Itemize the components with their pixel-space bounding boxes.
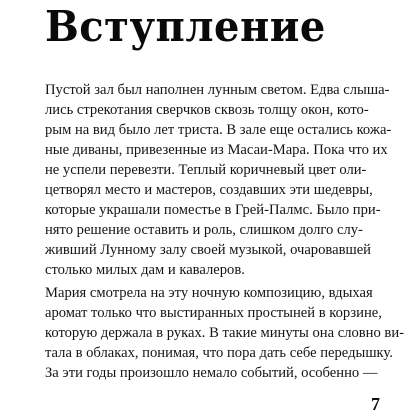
text-line: цетворял место и мастеров, создавших эти шедевры, (45, 182, 373, 198)
text-line: Пустой зал был наполнен лунным светом. Едва слыша- (45, 82, 390, 98)
text-line: Мария смотрела на эту ночную композицию, вдыхая (45, 285, 373, 301)
text-line: которую держала в руках. В такие минуты она словно ви- (45, 325, 404, 341)
text-line: нято решение оставить и роль, слишком долго слу- (45, 222, 363, 238)
page-number: 7 (371, 394, 380, 414)
text-line: которые украшали поместье в Грей-Палмс. Было при- (45, 202, 381, 218)
chapter-title: Вступление (45, 2, 326, 52)
text-line: живший Лунному залу своей музыкой, очаровавшей (45, 242, 371, 258)
text-line: ные диваны, привезенные из Масаи-Мара. Пока что их (45, 142, 388, 158)
body-text (45, 80, 404, 383)
text-line: тала в облаках, понимая, что пора дать себе передышку. (45, 345, 393, 361)
text-line: столько милых дам и кавалеров. (45, 262, 245, 278)
text-line: аромат только что выстиранных простыней в корзине, (45, 305, 382, 321)
text-line: не успели перевезти. Теплый коричневый цвет оли- (45, 162, 367, 178)
text-line: лись стрекотания сверчков сквозь толщу окон, кото- (45, 102, 369, 118)
text-line: За эти годы произошло немало событий, особенно — (45, 365, 378, 381)
text-line: рым на вид было лет триста. В зале еще остались кожа- (45, 122, 392, 138)
